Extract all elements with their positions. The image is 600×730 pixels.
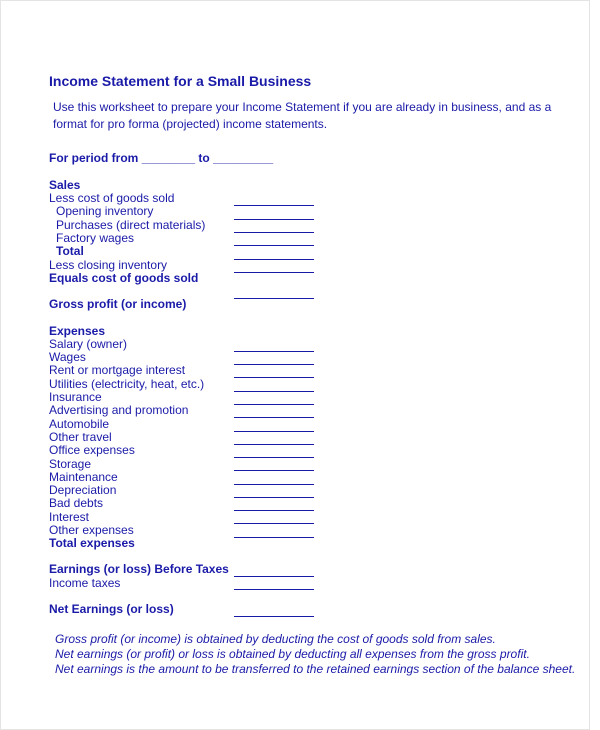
intro-paragraph: Use this worksheet to prepare your Income Statement if you are already in business, and as a format for pro forma (projected) income statements. <box>53 100 552 131</box>
expense-line[interactable] <box>234 523 314 524</box>
less-closing-inventory-label: Less closing inventory <box>49 258 168 272</box>
footnote: Gross profit (or income) is obtained by deducting the cost of goods sold from sales. <box>55 632 496 646</box>
less-closing-inventory-line[interactable] <box>234 259 314 260</box>
expense-line[interactable] <box>234 457 314 458</box>
sales-total-line[interactable] <box>234 245 314 246</box>
expense-item: Interest <box>49 510 90 524</box>
net-earnings-label: Net Earnings (or loss) <box>49 602 174 616</box>
expense-line[interactable] <box>234 351 314 352</box>
expense-line[interactable] <box>234 444 314 445</box>
period-to-label: to <box>198 151 210 165</box>
less-cogs-label: Less cost of goods sold <box>49 191 175 205</box>
purchases-line[interactable] <box>234 219 314 220</box>
expense-item: Bad debts <box>49 496 104 510</box>
period-label: For period from <box>49 151 139 165</box>
expense-item: Utilities (electricity, heat, etc.) <box>49 377 205 391</box>
expense-item: Advertising and promotion <box>49 403 189 417</box>
earnings-before-taxes-label: Earnings (or loss) Before Taxes <box>49 562 229 576</box>
period-to-blank[interactable]: _________ <box>213 151 274 165</box>
expense-line[interactable] <box>234 470 314 471</box>
expense-line[interactable] <box>234 484 314 485</box>
expenses-heading: Expenses <box>49 324 106 338</box>
expense-line[interactable] <box>234 497 314 498</box>
gross-profit-line[interactable] <box>234 298 314 299</box>
equals-cogs-label: Equals cost of goods sold <box>49 271 199 285</box>
footnote: Net earnings (or profit) or loss is obtained by deducting all expenses from the gross profit. <box>55 647 530 661</box>
expense-item: Other travel <box>49 430 112 444</box>
footnote: Net earnings is the amount to be transferred to the retained earnings section of the balance sheet. <box>55 662 576 676</box>
income-taxes-line[interactable] <box>234 589 314 590</box>
expense-item: Salary (owner) <box>49 337 128 351</box>
expense-item: Office expenses <box>49 443 135 457</box>
expense-line[interactable] <box>234 510 314 511</box>
expense-item: Automobile <box>49 417 110 431</box>
total-expenses-label: Total expenses <box>49 536 135 550</box>
expense-item: Insurance <box>49 390 102 404</box>
expense-line[interactable] <box>234 404 314 405</box>
gross-profit-label: Gross profit (or income) <box>49 297 187 311</box>
sales-total-label: Total <box>56 244 84 258</box>
expense-line[interactable] <box>234 364 314 365</box>
period-from-blank[interactable]: ________ <box>141 151 196 165</box>
factory-wages-line[interactable] <box>234 232 314 233</box>
document-title: Income Statement for a Small Business <box>49 73 312 89</box>
expense-line[interactable] <box>234 377 314 378</box>
factory-wages-label: Factory wages <box>56 231 135 245</box>
expense-item: Storage <box>49 457 92 471</box>
expense-line[interactable] <box>234 537 314 538</box>
expense-item: Depreciation <box>49 483 117 497</box>
opening-inventory-label: Opening inventory <box>56 204 154 218</box>
expense-item: Maintenance <box>49 470 118 484</box>
footnotes <box>55 632 575 677</box>
expense-item: Other expenses <box>49 523 134 537</box>
period-line <box>49 151 273 165</box>
expense-line[interactable] <box>234 417 314 418</box>
equals-cogs-line[interactable] <box>234 272 314 273</box>
expense-item: Rent or mortgage interest <box>49 363 186 377</box>
net-earnings-line[interactable] <box>234 616 314 617</box>
expense-item: Wages <box>49 350 86 364</box>
sales-heading: Sales <box>49 178 81 192</box>
purchases-label: Purchases (direct materials) <box>56 218 206 232</box>
expense-line[interactable] <box>234 391 314 392</box>
opening-inventory-line[interactable] <box>234 205 314 206</box>
earnings-before-taxes-line[interactable] <box>234 576 314 577</box>
income-taxes-label: Income taxes <box>49 576 121 590</box>
expense-line[interactable] <box>234 431 314 432</box>
